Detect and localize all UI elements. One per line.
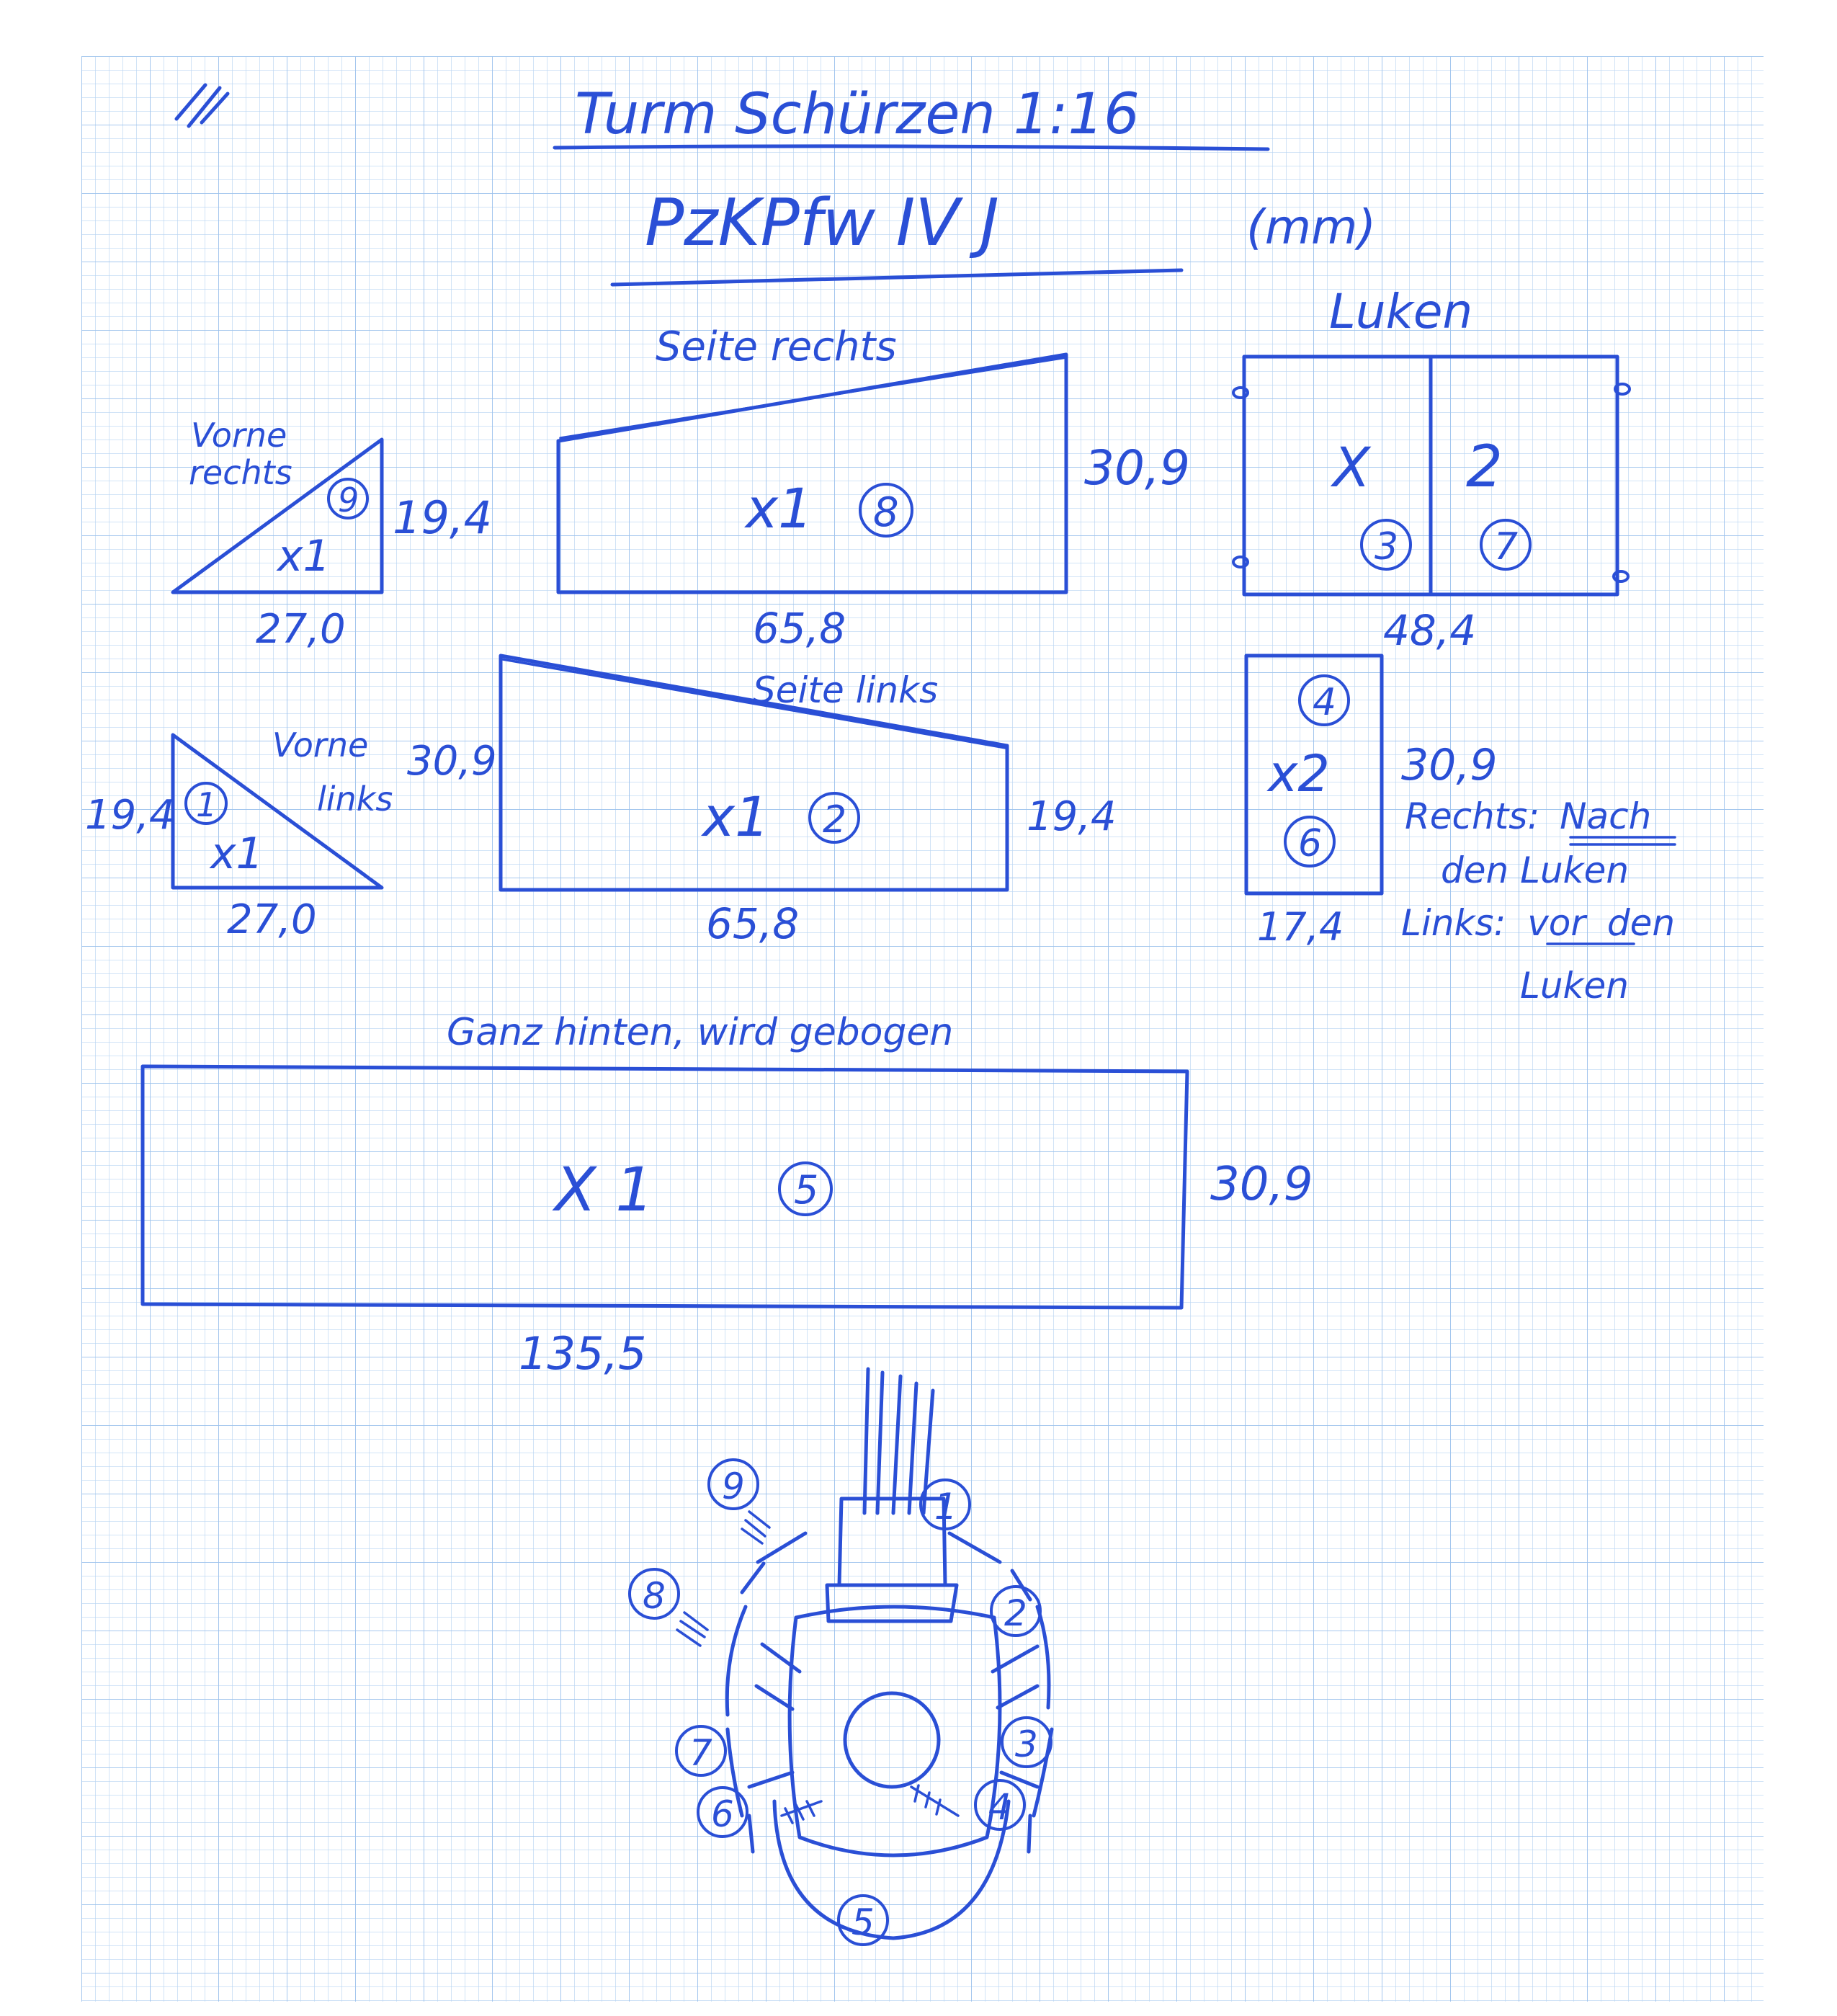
front-right-label-1: Vorne: [191, 416, 287, 455]
side-right-height: 30,9: [1084, 440, 1190, 496]
side-left-width: 65,8: [706, 899, 800, 948]
side-right-width: 65,8: [753, 604, 846, 653]
hatches-number-b: 7: [1494, 525, 1519, 568]
small-plates-qty: x2: [1268, 744, 1330, 803]
hatches-width: 48,4: [1383, 606, 1477, 655]
note-line-3: [1401, 902, 1675, 944]
side-left-height-left: 30,9: [407, 738, 497, 785]
rear-height: 30,9: [1210, 1158, 1313, 1211]
hatches-qty-2: 2: [1466, 433, 1503, 500]
hatches-qty-x: X: [1333, 435, 1371, 499]
vehicle-name: PzKPfw IV J: [645, 185, 999, 261]
side-left-qty: x1: [702, 785, 770, 849]
front-left-label-1: Vorne: [272, 726, 369, 764]
small-plates-number-b: 6: [1298, 822, 1323, 865]
small-plates-number-a: 4: [1313, 681, 1337, 724]
front-right-label-2: rechts: [189, 453, 292, 492]
front-right-number: 9: [338, 481, 359, 519]
rear-qty: X 1: [555, 1154, 654, 1225]
rear-label: Ganz hinten, wird gebogen: [447, 1011, 954, 1054]
side-left-height-right: 19,4: [1027, 793, 1117, 840]
front-left-qty: x1: [210, 829, 264, 879]
sketch-number-4: 4: [988, 1786, 1011, 1828]
front-left-height: 19,4: [85, 792, 175, 839]
front-left-width: 27,0: [227, 896, 317, 943]
sketch-number-1: 1: [934, 1486, 957, 1527]
note-line-3-prefix: Links:: [1401, 902, 1506, 944]
side-right-label: Seite rechts: [656, 324, 897, 370]
side-left-label: Seite links: [753, 669, 939, 711]
rear-width: 135,5: [519, 1327, 647, 1380]
note-line-4: Luken: [1520, 965, 1629, 1007]
front-right-width: 27,0: [256, 606, 346, 653]
rear-number: 5: [794, 1167, 819, 1213]
front-left-number: 1: [196, 785, 218, 824]
small-plates-width: 17,4: [1257, 904, 1344, 950]
page-title: Turm Schürzen 1:16: [575, 82, 1140, 147]
hatches-number-a: 3: [1375, 525, 1399, 568]
sketch-number-8: 8: [643, 1575, 666, 1617]
sketch-number-9: 9: [722, 1466, 745, 1507]
note-line-3-suffix: den: [1606, 902, 1676, 944]
sketch-number-7: 7: [689, 1732, 712, 1774]
hatches-label: Luken: [1329, 284, 1473, 339]
sketch-number-3: 3: [1015, 1723, 1038, 1765]
small-plates-height: 30,9: [1401, 740, 1498, 790]
note-line-2: den Luken: [1441, 849, 1630, 891]
note-line-1-prefix: Rechts:: [1405, 795, 1540, 837]
sketch-number-2: 2: [1004, 1592, 1027, 1634]
note-line-1-emph: Nach: [1560, 795, 1652, 837]
note-line-1: [1405, 795, 1651, 837]
unit-label: (mm): [1246, 200, 1377, 255]
side-right-qty: x1: [746, 476, 813, 540]
front-left-label-2: links: [317, 780, 393, 819]
note-line-3-emph: vor: [1527, 902, 1586, 944]
side-right-number: 8: [873, 489, 899, 536]
side-left-number: 2: [823, 798, 847, 842]
sketch-number-6: 6: [711, 1793, 734, 1835]
front-right-height: 19,4: [393, 491, 493, 544]
front-right-qty: x1: [277, 531, 331, 581]
sketch-number-5: 5: [852, 1901, 875, 1943]
